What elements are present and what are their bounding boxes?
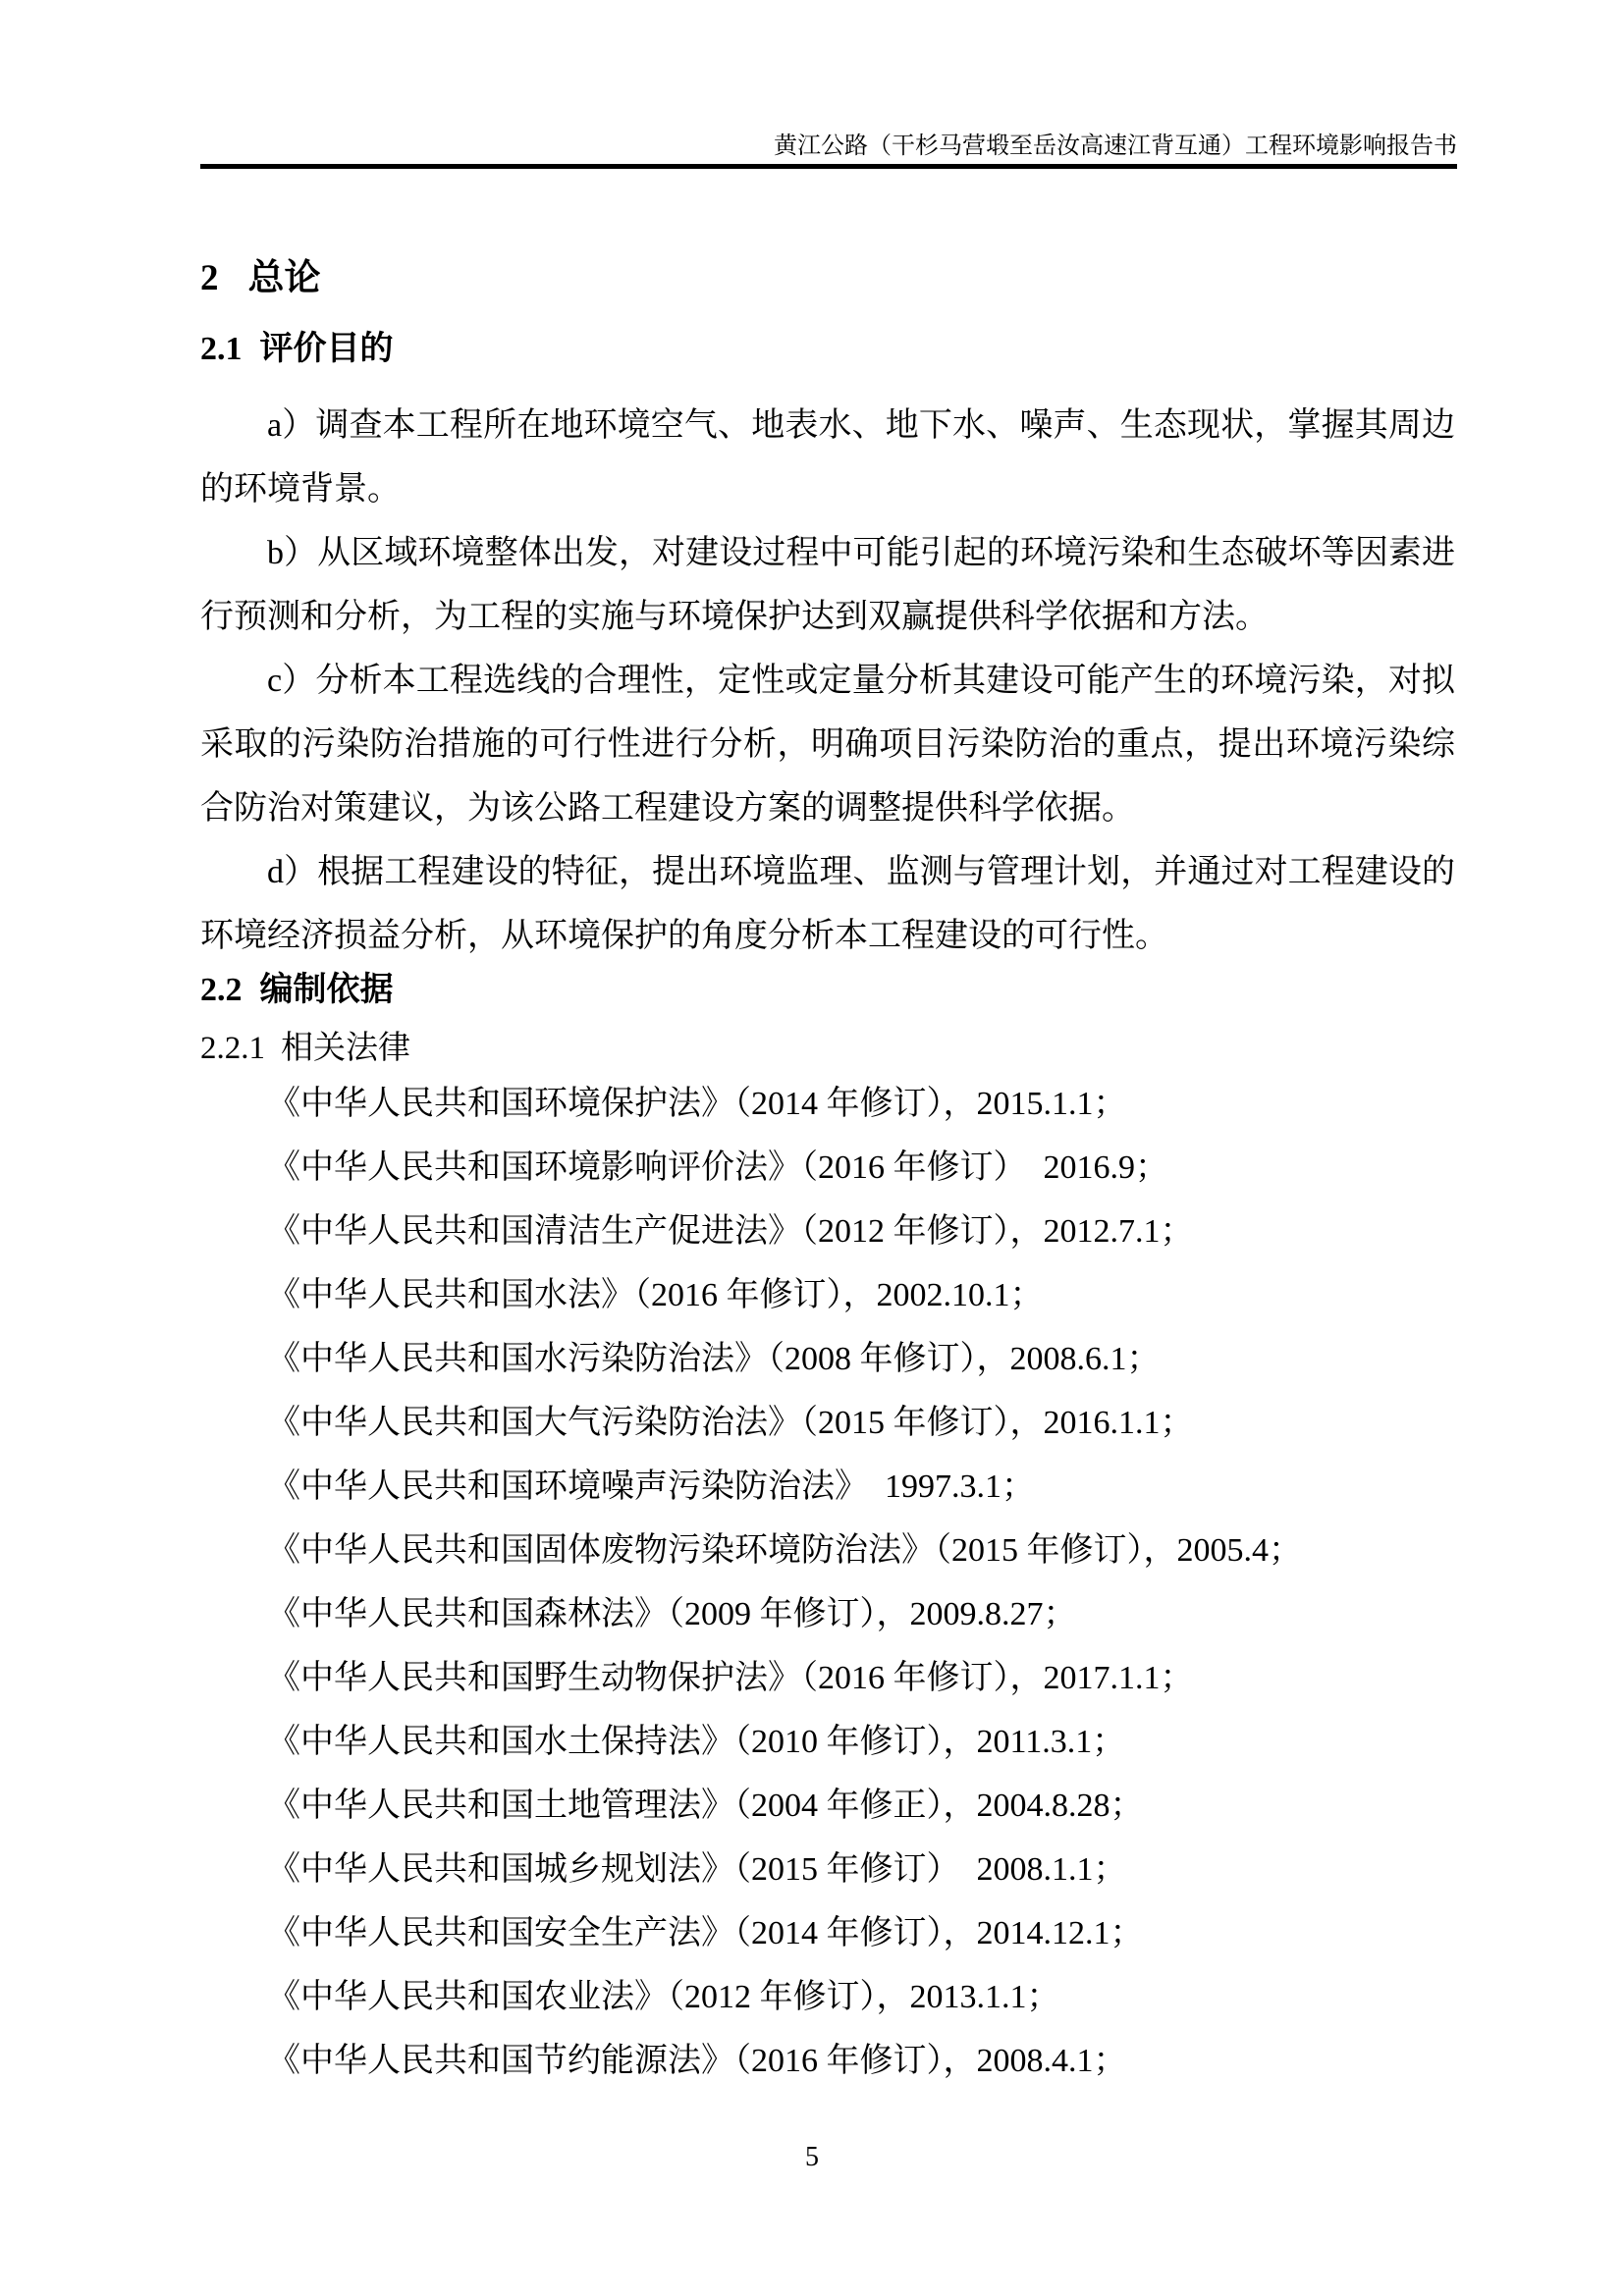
- paragraph-a: a）调查本工程所在地环境空气、地表水、地下水、噪声、生态现状，掌握其周边的环境背景。: [200, 407, 1455, 507]
- law-item: 《中华人民共和国大气污染防治法》（2015 年修订），2016.1.1；: [267, 1405, 1194, 1441]
- section-2-1-number: 2.1: [200, 331, 243, 367]
- paragraph-d: d）根据工程建设的特征，提出环境监理、监测与管理计划，并通过对工程建设的环境经济损益分析，从环境保护的角度分析本工程建设的可行性。: [200, 854, 1455, 954]
- law-item: 《中华人民共和国水法》（2016 年修订），2002.10.1；: [267, 1277, 1044, 1313]
- page-number: 5: [805, 2142, 819, 2172]
- section-2-1-title: 评价目的: [259, 331, 394, 367]
- law-item: 《中华人民共和国环境噪声污染防治法》 1997.3.1；: [267, 1468, 1035, 1505]
- law-item: 《中华人民共和国固体废物污染环境防治法》（2015 年修订），2005.4；: [267, 1532, 1302, 1569]
- chapter-heading: [200, 259, 1455, 298]
- law-item: 《中华人民共和国农业法》（2012 年修订），2013.1.1；: [267, 1979, 1060, 2015]
- law-item: 《中华人民共和国环境影响评价法》（2016 年修订） 2016.9；: [267, 1149, 1168, 1186]
- section-2-2-title: 编制依据: [259, 972, 394, 1008]
- section-2-2-number: 2.2: [200, 972, 243, 1008]
- law-item: 《中华人民共和国土地管理法》（2004 年修正），2004.8.28；: [267, 1788, 1144, 1824]
- section-heading-2-2: [200, 972, 1455, 1009]
- law-item: 《中华人民共和国安全生产法》（2014 年修订），2014.12.1；: [267, 1915, 1144, 1951]
- chapter-number: 2: [200, 258, 219, 298]
- law-item: 《中华人民共和国清洁生产促进法》（2012 年修订），2012.7.1；: [267, 1213, 1194, 1250]
- law-item: 《中华人民共和国野生动物保护法》（2016 年修订），2017.1.1；: [267, 1660, 1194, 1696]
- law-item: 《中华人民共和国水土保持法》（2010 年修订），2011.3.1；: [267, 1724, 1126, 1760]
- law-item: 《中华人民共和国森林法》（2009 年修订），2009.8.27；: [267, 1596, 1077, 1632]
- page-footer: [0, 2142, 1624, 2173]
- law-item: 《中华人民共和国城乡规划法》（2015 年修订） 2008.1.1；: [267, 1851, 1127, 1888]
- chapter-title: 总论: [247, 258, 321, 298]
- law-item: 《中华人民共和国环境保护法》（2014 年修订），2015.1.1；: [267, 1086, 1127, 1122]
- subsection-2-2-1-number: 2.2.1: [200, 1031, 265, 1066]
- page-header: [200, 133, 1457, 169]
- law-list: [200, 1072, 1455, 2093]
- document-body: [200, 259, 1455, 2093]
- section-heading-2-1: [200, 331, 1455, 368]
- law-item: 《中华人民共和国节约能源法》（2016 年修订），2008.4.1；: [267, 2043, 1127, 2079]
- law-item: 《中华人民共和国水污染防治法》（2008 年修订），2008.6.1；: [267, 1341, 1161, 1377]
- paragraph-c: c）分析本工程选线的合理性，定性或定量分析其建设可能产生的环境污染，对拟采取的污染防治措施的可行性进行分析，明确项目污染防治的重点，提出环境污染综合防治对策建议，为该公路工程建设方案的调整提供科学依据。: [200, 663, 1455, 827]
- header-title: 黄江公路（干杉马营塅至岳汝高速江背互通）工程环境影响报告书: [774, 133, 1457, 159]
- subsection-2-2-1-title: 相关法律: [281, 1031, 410, 1066]
- subsection-heading-2-2-1: [200, 1031, 1455, 1066]
- paragraph-b: b）从区域环境整体出发，对建设过程中可能引起的环境污染和生态破坏等因素进行预测和分析，为工程的实施与环境保护达到双赢提供科学依据和方法。: [200, 535, 1455, 635]
